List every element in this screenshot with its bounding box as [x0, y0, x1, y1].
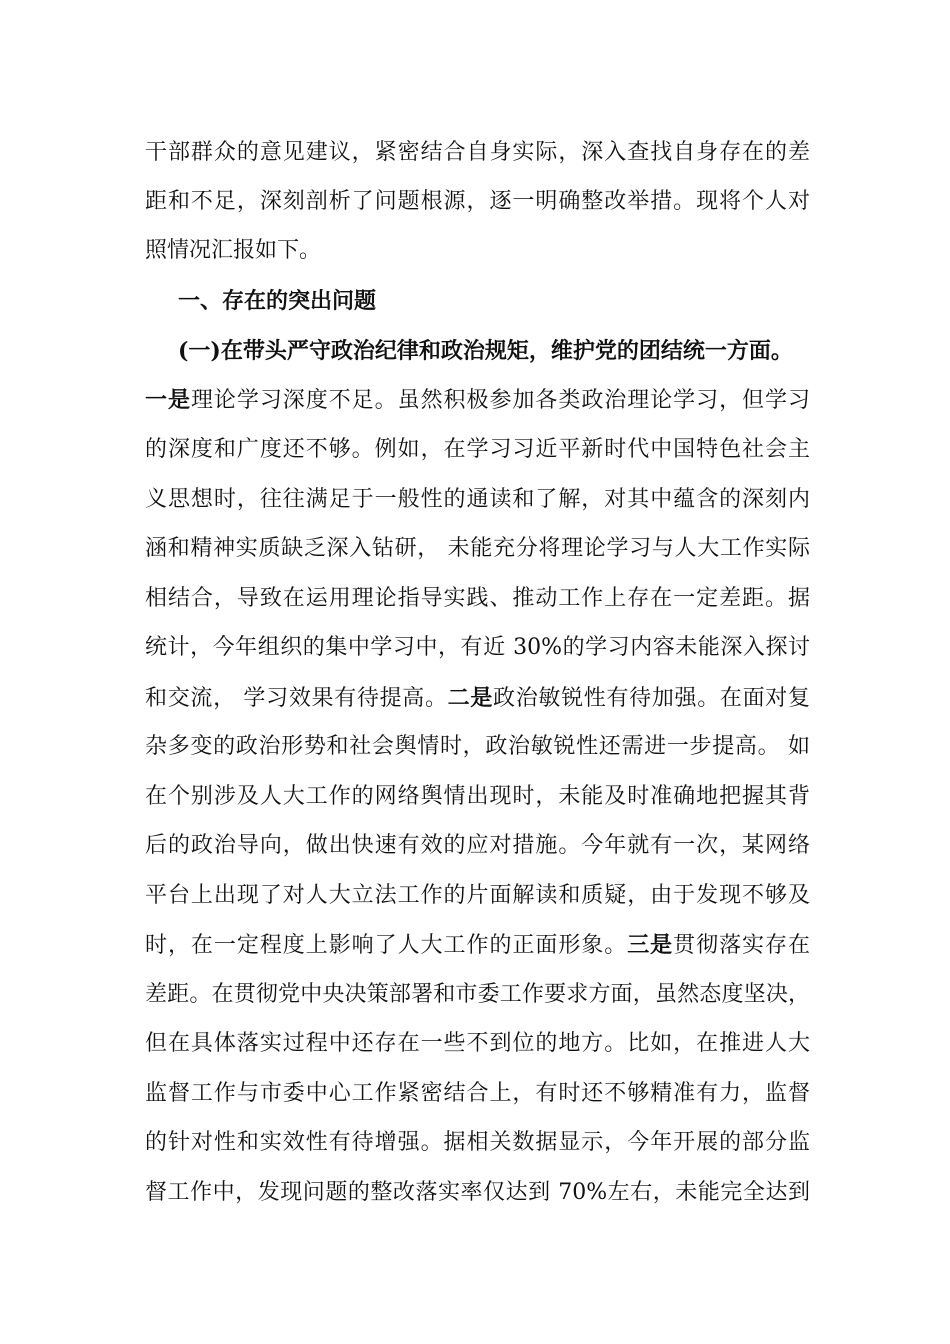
subsection-heading	[178, 331, 843, 371]
body-line	[145, 678, 810, 718]
text-run: 监督工作与市委中心工作紧密结合上，有时还不够精准有力，监督	[145, 1081, 810, 1106]
text-run: 义思想时，往往满足于一般性的通读和了解，对其中蕴含的深刻内	[145, 487, 810, 512]
text-run: 干部群众的意见建议，紧密结合自身实际，深入查找自身存在的差	[145, 140, 810, 165]
text-run: 后的政治导向，做出快速有效的应对措施。今年就有一次，某网络	[145, 833, 810, 858]
emphasis-run: 二是	[447, 685, 494, 711]
body-line	[145, 826, 810, 866]
text-run: 贯彻落实存在	[673, 933, 810, 958]
body-line	[145, 876, 810, 916]
body-line	[145, 1024, 810, 1064]
body-line	[145, 727, 810, 767]
text-run: 督工作中，发现问题的整改落实率仅达到 70%左右，未能完全达到	[145, 1180, 810, 1205]
section-heading-text: 一、存在的突出问题	[178, 288, 377, 314]
body-line	[145, 579, 810, 619]
body-line	[145, 975, 810, 1015]
text-run: 统计，今年组织的集中学习中，有近 30%的学习内容未能深入探讨	[145, 635, 810, 660]
body-line	[145, 1123, 810, 1163]
body-line	[145, 231, 810, 271]
body-line	[145, 182, 810, 222]
subsection-heading-text: (一)在带头严守政治纪律和政治规矩，维护党的团结统一方面。	[178, 338, 793, 364]
text-run: 但在具体落实过程中还存在一些不到位的地方。比如，在推进人大	[145, 1031, 810, 1056]
text-run: 和交流， 学习效果有待提高。	[145, 686, 448, 711]
text-run: 在个别涉及人大工作的网络舆情出现时，未能及时准确地把握其背	[145, 784, 810, 809]
text-run: 政治敏锐性有待加强。在面对复	[493, 686, 810, 711]
text-run: 涵和精神实质缺乏深入钻研， 未能充分将理论学习与人大工作实际	[145, 536, 810, 561]
body-line	[145, 925, 810, 965]
body-line	[145, 1074, 810, 1114]
emphasis-run: 三是	[627, 932, 674, 958]
body-line	[145, 480, 810, 520]
section-heading	[178, 281, 843, 321]
text-run: 的深度和广度还不够。例如，在学习习近平新时代中国特色社会主	[145, 437, 810, 462]
text-run: 理论学习深度不足。虽然积极参加各类政治理论学习，但学习	[190, 388, 810, 413]
text-run: 平台上出现了对人大立法工作的片面解读和质疑，由于发现不够及	[145, 883, 810, 908]
body-line	[145, 430, 810, 470]
text-run: 杂多变的政治形势和社会舆情时，政治敏锐性还需进一步提高。 如	[145, 734, 810, 759]
body-line	[145, 529, 810, 569]
text-run: 照情况汇报如下。	[145, 238, 322, 263]
text-run: 差距。在贯彻党中央决策部署和市委工作要求方面，虽然态度坚决，	[145, 982, 810, 1007]
body-line	[145, 380, 810, 420]
emphasis-run: 一是	[145, 387, 191, 413]
text-run: 的针对性和实效性有待增强。据相关数据显示，今年开展的部分监	[145, 1130, 810, 1155]
text-run: 相结合，导致在运用理论指导实践、推动工作上存在一定差距。据	[145, 586, 810, 611]
body-line	[145, 133, 810, 173]
text-run: 距和不足，深刻剖析了问题根源，逐一明确整改举措。现将个人对	[145, 189, 810, 214]
body-line	[145, 628, 810, 668]
body-line	[145, 1173, 810, 1213]
text-run: 时，在一定程度上影响了人大工作的正面形象。	[145, 933, 628, 958]
body-line	[145, 777, 810, 817]
